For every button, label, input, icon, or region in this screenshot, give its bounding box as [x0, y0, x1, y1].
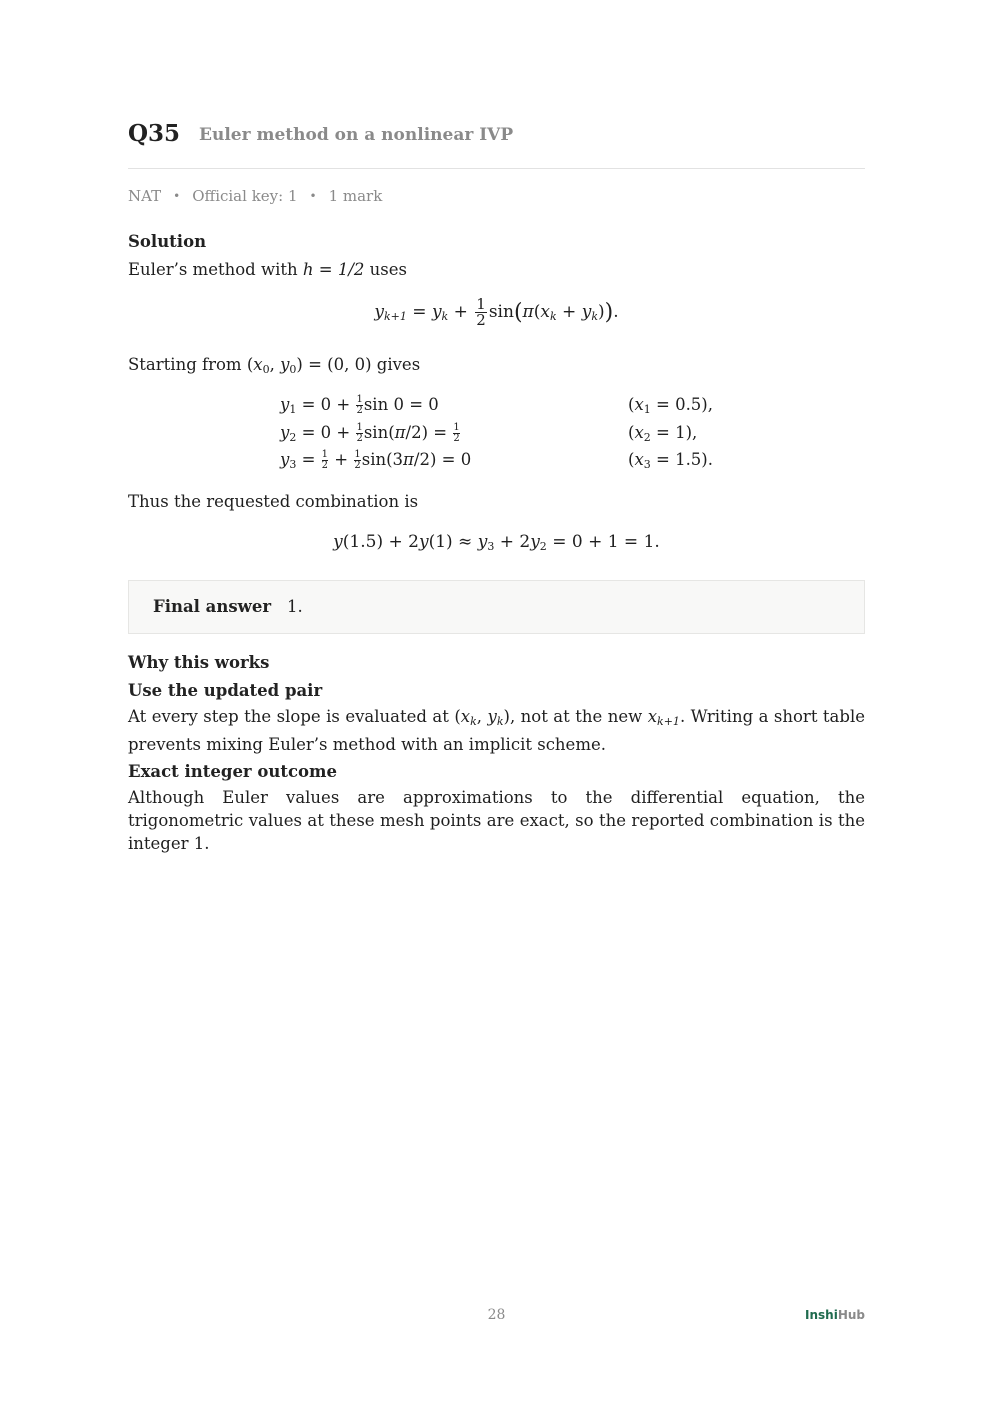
step-1: $y_1 = 0$ + $\frac{1}{2}$ sin 0 = 0	[280, 394, 439, 416]
paragraph-updated-pair: At every step the slope is evaluated at ($x_k$, $y_k$), not at the new $x_{k+1}$. Writing a short table prevents mixing Euler’s method with an implicit scheme.	[128, 707, 865, 754]
question-type: NAT	[128, 187, 162, 205]
separator-dot: •	[173, 189, 181, 203]
question-header	[128, 118, 865, 169]
combination-equation: $y(1.5) + 2y(1) \approx y_3 + 2y_2 = 0 + 1 = 1$.	[333, 532, 660, 553]
brand-logo: InshiHub	[805, 1308, 865, 1322]
step-size: h = 1/2	[302, 260, 365, 279]
question-title: Euler method on a nonlinear IVP	[199, 125, 514, 145]
official-key: Official key: 1	[192, 187, 298, 205]
separator-dot: •	[309, 189, 317, 203]
step-2-x: $(x_2 = 1)$,	[628, 423, 698, 444]
final-answer-box	[128, 580, 865, 634]
thus-text: Thus the requested combination is	[128, 492, 419, 511]
step-2: $y_2 = 0$ + $\frac{1}{2}$ sin(π/2) = $\frac{1}{2}$	[280, 422, 460, 444]
solution-heading: Solution	[128, 232, 207, 251]
step-1-x: $(x_1 = 0.5)$,	[628, 395, 713, 416]
solution-intro: Euler’s method with h = 1/2 uses	[128, 260, 407, 279]
euler-update-equation: $y_{k+1} = y_k$ + $\frac{1}{2}$ $\sin(\pi(x_k + y_k))$.	[374, 295, 619, 329]
final-answer-label: Final answer	[153, 597, 272, 616]
marks: 1 mark	[328, 187, 383, 205]
subheading-exact-integer: Exact integer outcome	[128, 762, 338, 781]
step-3-x: $(x_3 = 1.5)$.	[628, 450, 713, 471]
why-heading: Why this works	[128, 653, 270, 672]
starting-point: Starting from ($x_0$, $y_0) = (0$, 0) gives	[128, 355, 421, 376]
subheading-updated-pair: Use the updated pair	[128, 681, 323, 700]
question-number: Q35	[128, 120, 181, 147]
step-3: $y_3$ = $\frac{1}{2}$ + $\frac{1}{2}$ sin(3π/2) = 0	[280, 449, 472, 471]
page-number: 28	[487, 1307, 506, 1323]
paragraph-exact-integer: Although Euler values are approximations to the differential equation, the trigonometric values at these mesh points are exact, so the reported combination is the integer 1.	[128, 788, 865, 853]
question-meta	[128, 187, 382, 205]
final-answer-value: 1.	[287, 597, 303, 616]
